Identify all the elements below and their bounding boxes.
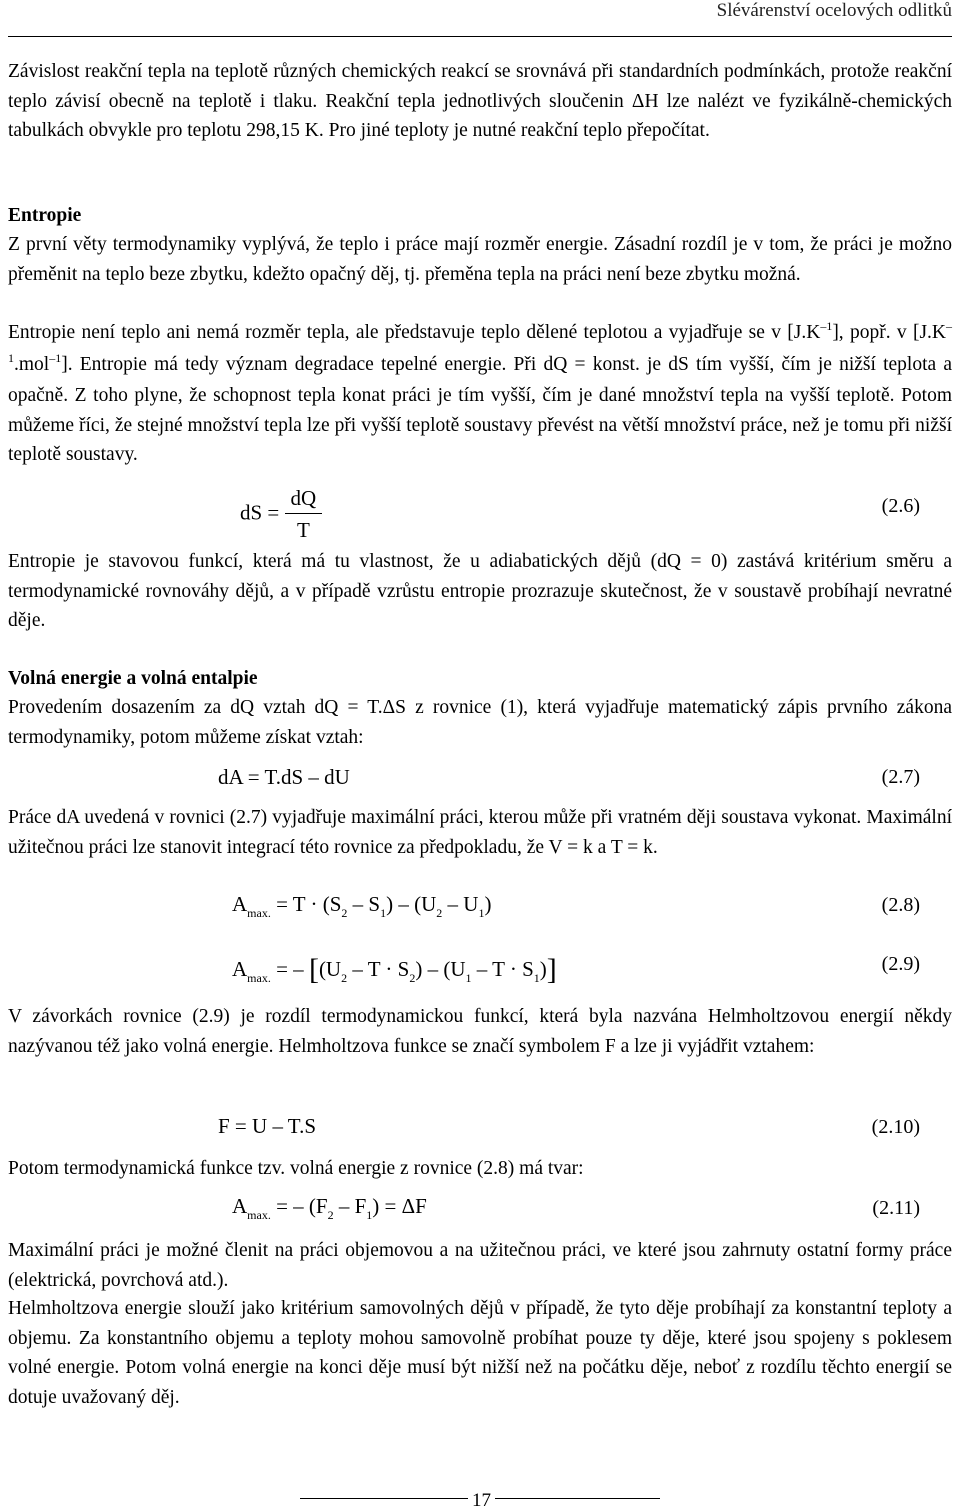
equation-2-11: $A_{max.}$ = – $(F_2 - F_1) = \Delta F$ xyxy=(232,1194,427,1222)
equation-2-6: dS = $\frac{dQ}{T}$ xyxy=(240,486,322,543)
paragraph-reaction-heat: Závislost reakční tepla na teplotě různých chemických reakcí se srovnává při standardních podmínkách, protože reakční teplo závisí obecně na teplotě i tlaku. Reakční tepla jednotlivých sloučenin ΔH lze nalézt ve fyzikálně-chemických tabulkách obvykle pro teplotu 298,15 K. Pro jiné teploty je nutné reakční teplo přepočítat. xyxy=(8,61,952,141)
paragraph-state-function: Entropie je stavovou funkcí, která má tu vlastnost, že u adiabatických dějů (dQ = 0) zastává kritérium směru a termodynamické rovnováhy dějů, a v případě vzrůstu entropie prozrazuje skutečnost, že v soustavě probíhají nevratné děje. xyxy=(8,551,952,631)
equation-label-2-10: (2.10) xyxy=(871,1116,920,1138)
equation-2-7: dA = T.dS – dU xyxy=(218,765,350,789)
fraction-dq-over-t: $\frac{dQ}{T}$ xyxy=(285,486,323,543)
equation-label-2-6: (2.6) xyxy=(881,495,920,517)
equation-2-8: $A_{max.} = T \cdot (S_2 - S_1) - (U_2 - U_1)$ xyxy=(232,892,492,920)
equation-label-2-7: (2.7) xyxy=(881,766,920,788)
equation-label-2-11: (2.11) xyxy=(872,1197,920,1219)
page-number: 17 xyxy=(468,1490,495,1512)
equation-label-2-9: (2.9) xyxy=(881,953,920,975)
paragraph-first-law: Z první věty termodynamiky vyplývá, že teplo i práce mají rozměr energie. Zásadní rozdíl je v tom, že práci je možno přeměnit na teplo beze zbytku, kdežto opačný děj, tj. přeměna tepla na práci není beze zbytku možná. xyxy=(8,234,952,285)
header-rule xyxy=(8,36,952,37)
paragraph-helmholtz: V závorkách rovnice (2.9) je rozdíl termodynamickou funkcí, která byla nazvána Helmholtzovou energií někdy nazývanou též jako volná energie. Helmholtzova funkce se značí symbolem F a lze ji vyjádřit vztahem: xyxy=(8,1006,952,1057)
equation-2-9: $A_{max.}$ = – $[(U_2 - T \cdot S_2) - (U_1 - T \cdot S_1)]$ xyxy=(232,953,557,986)
paragraph-free-energy-form: Potom termodynamická funkce tzv. volná energie z rovnice (2.8) má tvar: xyxy=(8,1158,584,1179)
paragraph-max-work-split: Maximální práci je možné členit na práci objemovou a na užitečnou práci, ve které jsou zahrnuty ostatní formy práce (elektrická, povrchová atd.). xyxy=(8,1240,952,1291)
heading-volna-energie: Volná energie a volná entalpie xyxy=(8,668,258,689)
running-header: Slévárenství ocelových odlitků xyxy=(716,0,952,21)
equation-2-10: F = U – T.S xyxy=(218,1114,317,1138)
paragraph-substitution: Provedením dosazením za dQ vztah dQ = T.ΔS z rovnice (1), která vyjadřuje matematický zápis prvního zákona termodynamiky, potom můžeme získat vztah: xyxy=(8,697,952,748)
paragraph-helmholtz-criterion: Helmholtzova energie slouží jako kritérium samovolných dějů v případě, že tyto děje probíhají za konstantní teploty a objemu. Za konstantního objemu a teploty mohou samovolně probíhat pouze ty děje, které jsou spojeny s poklesem volné energie. Potom volná energie na konci děje musí být nižší než na počátku děje, neboť z rozdílu těchto energií se dotuje uvažovaný děj. xyxy=(8,1298,952,1408)
paragraph-entropy-definition: Entropie není teplo ani nemá rozměr tepla, ale představuje teplo dělené teplotou a vyjadřuje se v $[J.K^{-1}]$, popř. v $[J.K^{-1}.mol^{-1}]$. Entropie má tedy význam degradace tepelné energie. Při dQ = konst. je dS tím vyšší, čím je nižší teplota a opačně. Z toho plyne, že schopnost tepla konat práci je tím vyšší, čím je dané množství tepla na vyšší teplotě. Potom můžeme říci, že stejné množství tepla lze při vyšší teplotě soustavy převést na větší množství práce, než je tomu při nižší teplotě soustavy. xyxy=(8,319,952,465)
equation-label-2-8: (2.8) xyxy=(881,894,920,916)
paragraph-max-work: Práce dA uvedená v rovnici (2.7) vyjadřuje maximální práci, kterou může při vratném ději soustava vykonat. Maximální užitečnou práci lze stanovit integrací této rovnice za předpokladu, že V = k a T = k. xyxy=(8,807,952,858)
heading-entropie: Entropie xyxy=(8,205,82,226)
